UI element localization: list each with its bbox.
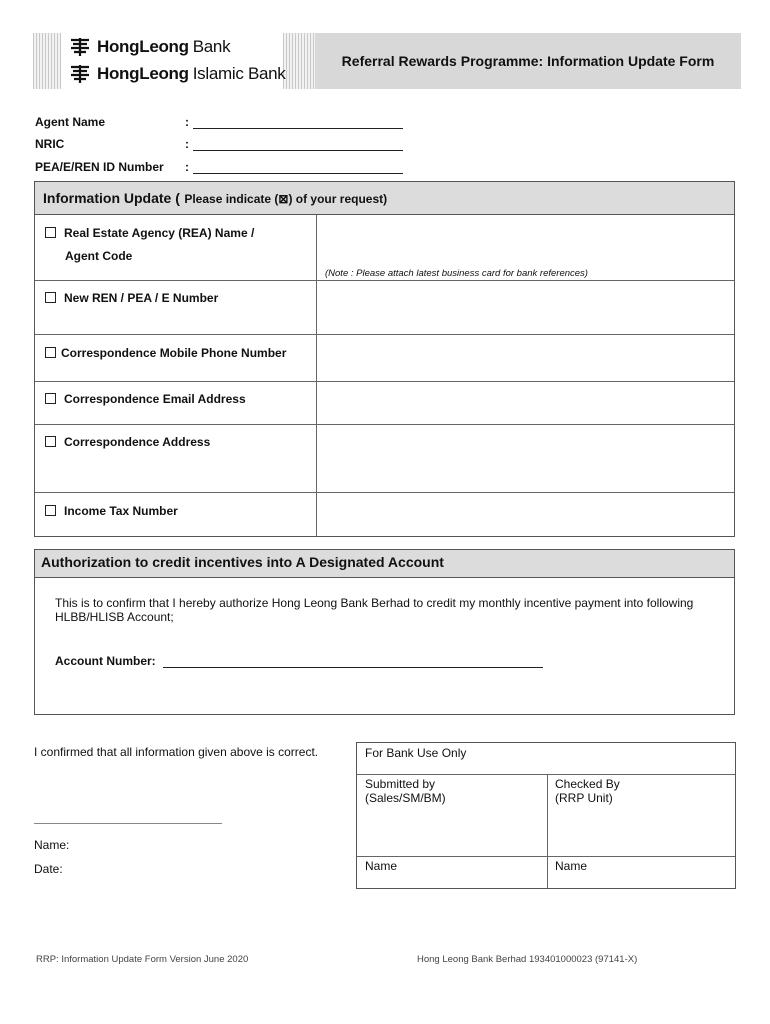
agent-name-label: Agent Name <box>35 115 106 129</box>
logo-text-bold: HongLeong <box>97 37 189 56</box>
option-email-address[interactable]: Correspondence Email Address <box>45 392 246 406</box>
business-card-note: (Note : Please attach latest business card for bank references) <box>325 268 588 279</box>
authorization-section <box>34 549 735 715</box>
option-new-ren[interactable]: New REN / PEA / E Number <box>45 291 218 305</box>
signature-line[interactable] <box>34 823 222 824</box>
information-update-header: Information Update ( Please indicate (⊠) of your request) <box>35 182 734 215</box>
nric-field: NRIC : <box>35 137 403 151</box>
form-header <box>33 33 741 89</box>
submitted-by-header: Submitted by (Sales/SM/BM) <box>365 777 446 805</box>
confirmation-statement: I confirmed that all information given above is correct. <box>34 745 319 759</box>
logo-text-bold: HongLeong <box>97 64 189 83</box>
form-title: Referral Rewards Programme: Information Update Form <box>341 53 715 69</box>
id-number-label: PEA/E/REN ID Number <box>35 160 164 174</box>
checkbox-new-ren[interactable] <box>45 292 56 303</box>
option-correspondence-address[interactable]: Correspondence Address <box>45 435 210 449</box>
authorization-statement: This is to confirm that I hereby authorize Hong Leong Bank Berhad to credit my monthly incentive payment into following HLBB/HLISB Account; <box>55 596 694 624</box>
account-number-input-line[interactable] <box>163 658 543 668</box>
checkbox-correspondence-address[interactable] <box>45 436 56 447</box>
option-income-tax[interactable]: Income Tax Number <box>45 504 178 518</box>
id-number-input-line[interactable] <box>193 162 403 174</box>
logo-text-regular: Islamic Bank <box>192 64 286 83</box>
submitted-by-name-label: Name <box>365 859 398 873</box>
logo-hong-leong-islamic-bank <box>69 62 286 86</box>
account-number-field <box>55 654 543 668</box>
confirmation-date-label: Date: <box>34 862 63 876</box>
agent-name-field: Agent Name : <box>35 115 403 129</box>
logo-text-regular: Bank <box>192 37 231 56</box>
bank-use-section <box>356 742 736 889</box>
account-number-label: Account Number: <box>55 654 156 668</box>
hong-leong-logo-icon <box>69 37 91 57</box>
checked-by-name-label: Name <box>555 859 588 873</box>
information-update-section <box>34 181 735 537</box>
option-mobile-phone[interactable]: Correspondence Mobile Phone Number <box>45 346 286 360</box>
footer-company: Hong Leong Bank Berhad 193401000023 (97141-X) <box>417 954 638 965</box>
id-number-field: PEA/E/REN ID Number : <box>35 160 403 174</box>
confirmation-name-label: Name: <box>34 838 70 852</box>
checkbox-mobile-phone[interactable] <box>45 347 56 358</box>
bank-use-title: For Bank Use Only <box>365 746 467 760</box>
checked-by-header: Checked By (RRP Unit) <box>555 777 620 805</box>
header-stripes-left <box>33 33 61 89</box>
checkbox-rea-name[interactable] <box>45 227 56 238</box>
agent-name-input-line[interactable] <box>193 117 403 129</box>
option-rea-name[interactable]: Real Estate Agency (REA) Name / <box>45 226 254 240</box>
authorization-header: Authorization to credit incentives into A Designated Account <box>35 550 734 578</box>
logo-hong-leong-bank <box>69 35 230 59</box>
nric-label: NRIC <box>35 137 65 151</box>
nric-input-line[interactable] <box>193 139 403 151</box>
footer-version: RRP: Information Update Form Version June 2020 <box>36 954 249 965</box>
checkbox-email-address[interactable] <box>45 393 56 404</box>
option-agent-code-label: Agent Code <box>65 249 133 263</box>
form-title-band <box>315 33 741 89</box>
hong-leong-logo-icon <box>69 64 91 84</box>
checkbox-income-tax[interactable] <box>45 505 56 516</box>
